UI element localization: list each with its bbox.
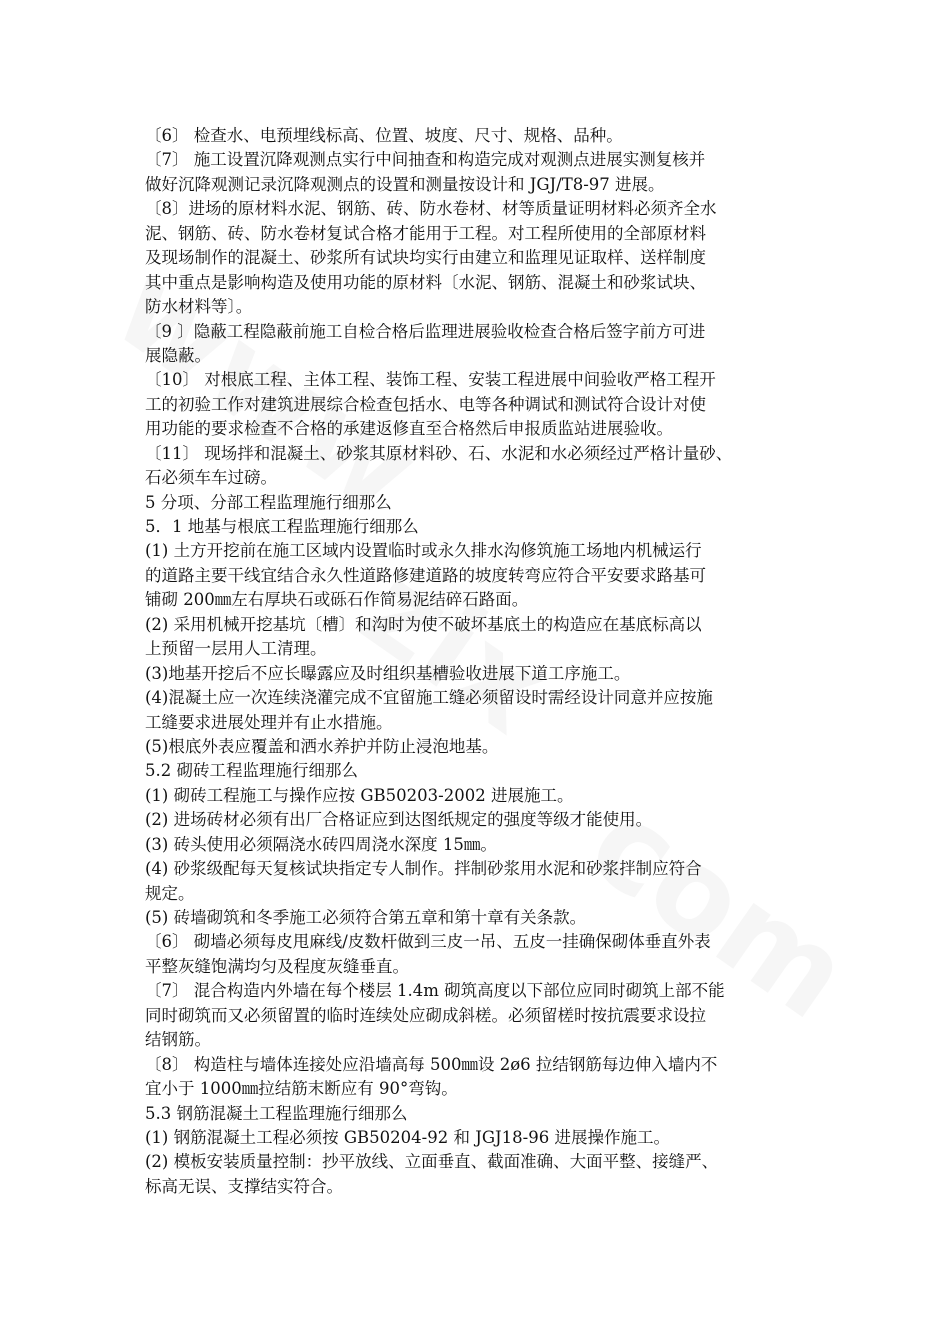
text-line: 同时砌筑而又必须留置的临时连续处应砌成斜槎。必须留槎时按抗震要求设拉 (145, 1005, 706, 1025)
text-line: 〔7〕 施工设置沉降观测点实行中间抽查和构造完成对观测点进展实测复核并 (145, 150, 706, 170)
text-line: 规定。 (145, 883, 195, 903)
text-line: 其中重点是影响构造及使用功能的原材料〔水泥、钢筋、混凝土和砂浆试块、 (145, 272, 706, 292)
text-line: 上预留一层用人工清理。 (145, 639, 327, 659)
text-line: 工缝要求进展处理并有止水措施。 (145, 712, 393, 732)
text-line: 铺砌 200㎜左右厚块石或砾石作简易泥结碎石路面。 (145, 590, 529, 610)
text-line: (2) 进场砖材必须有出厂合格证应到达图纸规定的强度等级才能使用。 (145, 810, 653, 830)
text-line: 5.2 砌砖工程监理施行细那么 (145, 761, 358, 781)
text-line: 〔9 〕隐蔽工程隐蔽前施工自检合格后监理进展验收检查合格后签字前方可进 (145, 321, 706, 341)
text-line: (4) 砂浆级配每天复核试块指定专人制作。拌制砂浆用水泥和砂浆拌制应符合 (145, 859, 702, 879)
text-line: (4)混凝土应一次连续浇灌完成不宜留施工缝必须留设时需经设计同意并应按施 (145, 688, 713, 708)
text-line: 及现场制作的混凝土、砂浆所有试块均实行由建立和监理见证取样、送样制度 (145, 248, 706, 268)
text-line: (5)根底外表应覆盖和洒水养护并防止浸泡地基。 (145, 736, 499, 756)
text-line: 〔7〕 混合构造内外墙在每个楼层 1.4m 砌筑高度以下部位应同时砌筑上部不能 (145, 981, 725, 1001)
text-line: 防水材料等〕。 (145, 297, 253, 317)
text-line: (3) 砖头使用必须隔浇水砖四周浇水深度 15㎜。 (145, 834, 497, 854)
text-line: 展隐蔽。 (145, 345, 211, 365)
text-line: 的道路主要干线宜结合永久性道路修建道路的坡度转弯应符合平安要求路基可 (145, 565, 706, 585)
text-line: 5 分项、分部工程监理施行细那么 (145, 492, 392, 512)
text-line: 石必须车车过磅。 (145, 468, 277, 488)
text-line: 〔8〕 构造柱与墙体连接处应沿墙高每 500㎜设 2ø6 拉结钢筋每边伸入墙内不 (145, 1054, 718, 1074)
text-line: (1) 土方开挖前在施工区域内设置临时或永久排水沟修筑施工场地内机械运行 (145, 541, 702, 561)
text-line: 工的初验工作对建筑进展综合检查包括水、电等各种调试和测试符合设计对使 (145, 394, 706, 414)
text-line: (3)地基开挖后不应长曝露应及时组织基槽验收进展下道工序施工。 (145, 663, 631, 683)
text-line: 〔11〕 现场拌和混凝土、砂浆其原材料砂、石、水泥和水必须经过严格计量砂、 (145, 443, 733, 463)
text-line: (2) 模板安装质量控制：抄平放线、立面垂直、截面准确、大面平整、接缝严、 (145, 1152, 719, 1172)
text-line: 〔6〕 检查水、电预埋线标高、位置、坡度、尺寸、规格、品种。 (145, 126, 623, 145)
text-line: (5) 砖墙砌筑和冬季施工必须符合第五章和第十章有关条款。 (145, 908, 587, 927)
text-line: (2) 采用机械开挖基坑〔槽〕和沟时为使不破坏基底土的构造应在基底标高以 (145, 614, 702, 634)
text-line: 平整灰缝饱满均匀及程度灰缝垂直。 (145, 956, 409, 976)
text-line: (1) 钢筋混凝土工程必须按 GB50204-92 和 JGJ18-96 进展操作施工。 (145, 1127, 670, 1147)
text-line: 5．1 地基与根底工程监理施行细那么 (145, 517, 419, 536)
text-line: 做好沉降观测记录沉降观测点的设置和测量按设计和 JGJ/T8-97 进展。 (145, 174, 665, 194)
text-line: 结钢筋。 (145, 1030, 211, 1050)
text-line: 〔10〕 对根底工程、主体工程、装饰工程、安装工程进展中间验收严格工程开 (145, 370, 716, 390)
text-line: 〔8〕进场的原材料水泥、钢筋、砖、防水卷材、材等质量证明材料必须齐全水 (145, 199, 717, 219)
text-line: 宜小于 1000㎜拉结筋末断应有 90°弯钩。 (145, 1079, 458, 1099)
text-line: 5.3 钢筋混凝土工程监理施行细那么 (145, 1103, 408, 1123)
document-body (145, 124, 835, 1199)
text-line: 标高无误、支撑结实符合。 (145, 1176, 343, 1196)
text-line: 泥、钢筋、砖、防水卷材复试合格才能用于工程。对工程所使用的全部原材料 (145, 223, 706, 243)
text-line: (1) 砌砖工程施工与操作应按 GB50203-2002 进展施工。 (145, 785, 574, 805)
text-line: 用功能的要求检查不合格的承建返修直至合格然后申报质监站进展验收。 (145, 419, 673, 439)
text-line: 〔6〕 砌墙必须每皮甩麻线/皮数杆做到三皮一吊、五皮一挂确保砌体垂直外表 (145, 932, 711, 952)
